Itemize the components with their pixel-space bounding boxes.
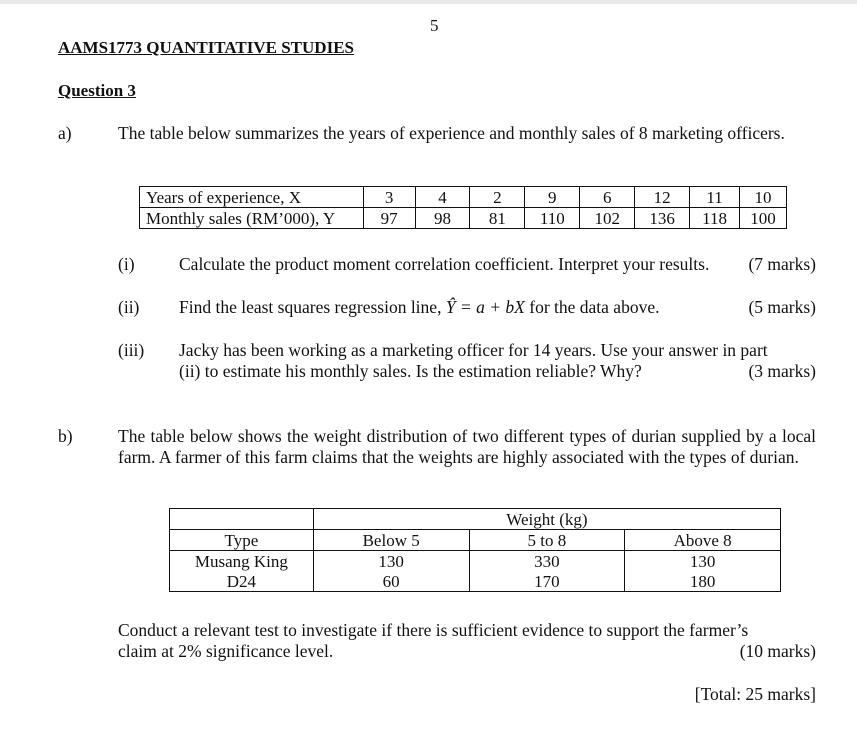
row-label-x: Years of experience, X [140, 187, 364, 208]
item-ii-number: (ii) [118, 297, 140, 317]
x-cell: 2 [470, 187, 525, 208]
x-cell: 6 [580, 187, 635, 208]
item-ii-text [179, 297, 659, 318]
x-cell: 11 [690, 187, 740, 208]
count-cell: 330 [469, 551, 625, 572]
count-cell: 180 [625, 571, 781, 592]
total-marks: [Total: 25 marks] [694, 684, 816, 704]
part-b-intro: The table below shows the weight distribution of two different types of durian supplied by a local farm. A farmer of this farm claims that the weights are highly associated with the types of durian. [118, 426, 816, 467]
y-cell: 102 [580, 208, 635, 229]
y-cell: 97 [363, 208, 415, 229]
table-row [170, 571, 781, 592]
x-cell: 4 [415, 187, 470, 208]
row-label-y: Monthly sales (RM’000), Y [140, 208, 364, 229]
y-cell: 136 [635, 208, 690, 229]
item-iii-number: (iii) [118, 340, 145, 360]
item-iii-marks: (3 marks) [748, 361, 816, 381]
y-cell: 118 [690, 208, 740, 229]
regression-equation: Ŷ = a + bX [445, 297, 525, 317]
table-row [140, 208, 787, 229]
type-cell: D24 [170, 571, 314, 592]
table-row [170, 530, 781, 551]
y-cell: 98 [415, 208, 470, 229]
count-cell: 60 [313, 571, 469, 592]
x-cell: 9 [525, 187, 580, 208]
item-i-number: (i) [118, 254, 135, 274]
blank-cell [170, 509, 314, 530]
question-title: Question 3 [58, 81, 136, 100]
item-iii-line2: (ii) to estimate his monthly sales. Is the estimation reliable? Why? [179, 361, 642, 381]
weight-header: Weight (kg) [313, 509, 780, 530]
table-row [170, 509, 781, 530]
y-cell: 81 [470, 208, 525, 229]
count-cell: 130 [625, 551, 781, 572]
x-cell: 3 [363, 187, 415, 208]
part-b-task-marks: (10 marks) [739, 641, 816, 661]
y-cell: 100 [740, 208, 787, 229]
type-header: Type [170, 530, 314, 551]
x-cell: 12 [635, 187, 690, 208]
y-cell: 110 [525, 208, 580, 229]
item-ii-text-before: Find the least squares regression line, [179, 297, 446, 317]
x-cell: 10 [740, 187, 787, 208]
part-b-marker: b) [58, 426, 73, 446]
experience-sales-table [139, 186, 787, 229]
part-a-marker: a) [58, 123, 72, 143]
column-header: Above 8 [625, 530, 781, 551]
part-a-intro: The table below summarizes the years of experience and monthly sales of 8 marketing officers. [118, 123, 785, 143]
page-top-edge [0, 0, 857, 4]
item-i-text: Calculate the product moment correlation coefficient. Interpret your results. [179, 254, 710, 274]
item-i-marks: (7 marks) [748, 254, 816, 274]
part-b-task-line1: Conduct a relevant test to investigate if there is sufficient evidence to support the farmer’s [118, 620, 749, 640]
item-ii-marks: (5 marks) [748, 297, 816, 317]
course-title: AAMS1773 QUANTITATIVE STUDIES [58, 38, 354, 57]
item-iii-line1: Jacky has been working as a marketing officer for 14 years. Use your answer in part [179, 340, 768, 360]
table-row [140, 187, 787, 208]
count-cell: 170 [469, 571, 625, 592]
type-cell: Musang King [170, 551, 314, 572]
count-cell: 130 [313, 551, 469, 572]
page-number: 5 [430, 16, 439, 35]
item-ii-text-after: for the data above. [524, 297, 660, 317]
column-header: Below 5 [313, 530, 469, 551]
column-header: 5 to 8 [469, 530, 625, 551]
durian-weight-table [169, 508, 781, 592]
table-row [170, 551, 781, 572]
part-b-task-line2: claim at 2% significance level. [118, 641, 334, 661]
